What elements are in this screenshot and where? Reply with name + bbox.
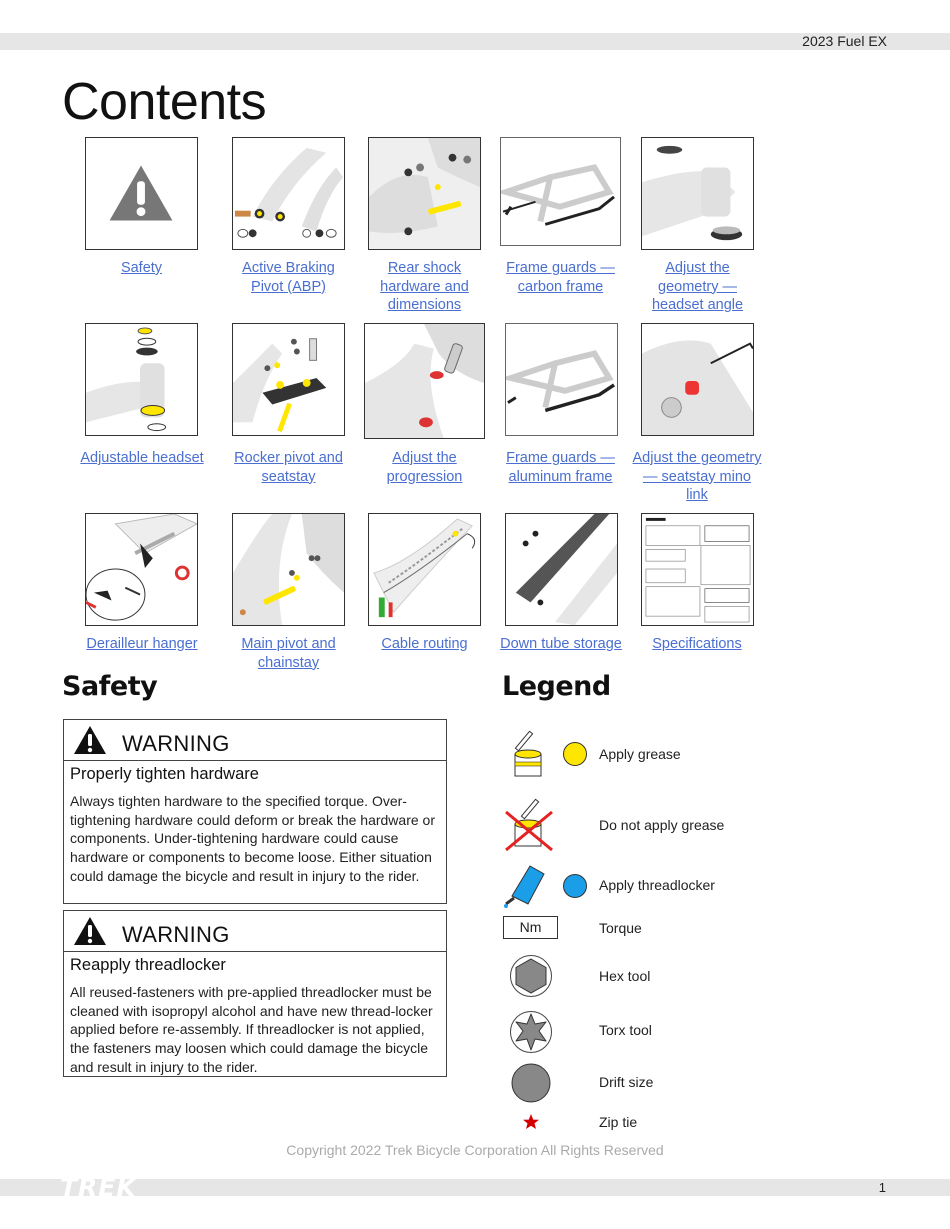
legend-label-zip-tie: Zip tie xyxy=(599,1114,638,1130)
zip-tie-icon xyxy=(522,1113,540,1131)
thumb-safety[interactable] xyxy=(85,137,198,250)
toc-link-main-pivot[interactable]: Main pivot and chainstay xyxy=(241,636,336,671)
trek-logo xyxy=(60,1177,210,1198)
progression-illustration xyxy=(365,324,484,438)
thumb-seatstay-mino-link[interactable] xyxy=(641,323,754,436)
document-title: 2023 Fuel EX xyxy=(802,33,887,49)
torque-icon: Nm xyxy=(503,916,558,939)
toc-link-rocker-pivot[interactable]: Rocker pivot and seatstay xyxy=(234,450,343,485)
legend-label-torque: Torque xyxy=(599,920,642,936)
toc-link-rear-shock[interactable]: Rear shock hardware and dimensions xyxy=(380,260,469,313)
warning-triangle-icon xyxy=(73,916,107,946)
toc-link-safety[interactable]: Safety xyxy=(120,260,163,276)
warning-box-reapply-threadlocker xyxy=(63,910,447,1077)
warning-title: Reapply threadlocker xyxy=(70,956,226,974)
toc-link-cable-routing[interactable]: Cable routing xyxy=(381,636,468,652)
warning-title: Properly tighten hardware xyxy=(70,765,259,783)
thumb-rear-shock[interactable] xyxy=(368,137,481,250)
hex-tool-icon xyxy=(509,954,553,998)
abp-illustration xyxy=(233,138,344,249)
toc-link-adjust-progression[interactable]: Adjust the progression xyxy=(386,450,463,485)
thumb-adjust-progression[interactable] xyxy=(364,323,485,439)
grease-icon xyxy=(500,726,600,782)
drift-size-icon xyxy=(509,1061,553,1105)
thumb-specifications[interactable] xyxy=(641,513,754,626)
legend-label-hex-tool: Hex tool xyxy=(599,968,651,984)
thumb-headset-angle[interactable] xyxy=(641,137,754,250)
page-number: 1 xyxy=(878,1180,886,1195)
thumb-adjustable-headset[interactable] xyxy=(85,323,198,436)
thumb-frame-guards-carbon[interactable] xyxy=(500,137,621,246)
legend-heading: Legend xyxy=(502,671,611,702)
warning-body: Always tighten hardware to the specified torque. Over-tightening hardware could deform or break the hardware or components. Under-tightening hardware could cause hardware or components to become loose. Either situation could damage the bicycle and result in injury to the rider. xyxy=(70,793,435,884)
legend-label-drift-size: Drift size xyxy=(599,1074,654,1090)
warning-box-tighten-hardware xyxy=(63,719,447,904)
toc-link-seatstay-mino-link[interactable]: Adjust the geometry — seatstay mino link xyxy=(632,450,762,503)
warning-header xyxy=(64,720,446,761)
legend-label-no-grease: Do not apply grease xyxy=(599,817,725,833)
rocker-pivot-illustration xyxy=(233,324,344,435)
mino-link-illustration xyxy=(642,324,753,435)
toc-link-adjustable-headset[interactable]: Adjustable headset xyxy=(80,450,204,466)
thumb-rocker-pivot[interactable] xyxy=(232,323,345,436)
toc-link-down-tube-storage[interactable]: Down tube storage xyxy=(500,636,622,652)
toc-link-headset-angle[interactable]: Adjust the geometry — headset angle xyxy=(651,260,744,313)
toc-link-specifications[interactable]: Specifications xyxy=(652,636,742,652)
threadlocker-icon xyxy=(500,858,600,910)
warning-triangle-icon xyxy=(73,725,107,755)
toc-link-derailleur-hanger[interactable]: Derailleur hanger xyxy=(86,636,198,652)
rear-shock-illustration xyxy=(369,138,480,249)
thumb-derailleur-hanger[interactable] xyxy=(85,513,198,626)
headset-angle-illustration xyxy=(642,138,753,249)
carbon-frame-illustration xyxy=(501,138,620,245)
aluminum-frame-illustration xyxy=(506,324,617,435)
warning-triangle-icon xyxy=(86,138,197,249)
warning-header xyxy=(64,911,446,952)
toc-link-frame-guards-carbon[interactable]: Frame guards — carbon frame xyxy=(506,260,615,295)
adjustable-headset-illustration xyxy=(86,324,197,435)
warning-signal-word: WARNING xyxy=(122,731,230,756)
header-bar xyxy=(0,33,950,50)
toc-link-frame-guards-aluminum[interactable]: Frame guards — aluminum frame xyxy=(506,450,615,485)
warning-signal-word: WARNING xyxy=(122,922,230,947)
safety-heading: Safety xyxy=(62,671,158,702)
toc-link-active-braking-pivot[interactable]: Active Braking Pivot (ABP) xyxy=(242,260,335,295)
main-pivot-illustration xyxy=(233,514,344,625)
copyright-notice: Copyright 2022 Trek Bicycle Corporation All Rights Reserved xyxy=(286,1142,664,1158)
thumb-frame-guards-aluminum[interactable] xyxy=(505,323,618,436)
legend-label-torx-tool: Torx tool xyxy=(599,1022,652,1038)
derailleur-hanger-illustration xyxy=(86,514,197,625)
torx-tool-icon xyxy=(509,1010,553,1054)
legend-label-threadlocker: Apply threadlocker xyxy=(599,877,715,893)
thumb-main-pivot[interactable] xyxy=(232,513,345,626)
down-tube-storage-illustration xyxy=(506,514,617,625)
no-grease-icon xyxy=(500,796,560,852)
specifications-page-illustration xyxy=(642,514,753,625)
cable-routing-illustration xyxy=(369,514,480,625)
thumb-cable-routing[interactable] xyxy=(368,513,481,626)
svg-text:TREK: TREK xyxy=(60,1177,137,1198)
thumb-active-braking-pivot[interactable] xyxy=(232,137,345,250)
thumb-down-tube-storage[interactable] xyxy=(505,513,618,626)
page-title: Contents xyxy=(62,73,267,131)
legend-label-apply-grease: Apply grease xyxy=(599,746,681,762)
warning-body: All reused-fasteners with pre-applied threadlocker must be cleaned with isopropyl alcohol and have new thread-locker applied before re-assembly. If threadlocker is not applied, the fasteners may loosen which could damage the bicycle and result in injury to the rider. xyxy=(70,984,433,1075)
